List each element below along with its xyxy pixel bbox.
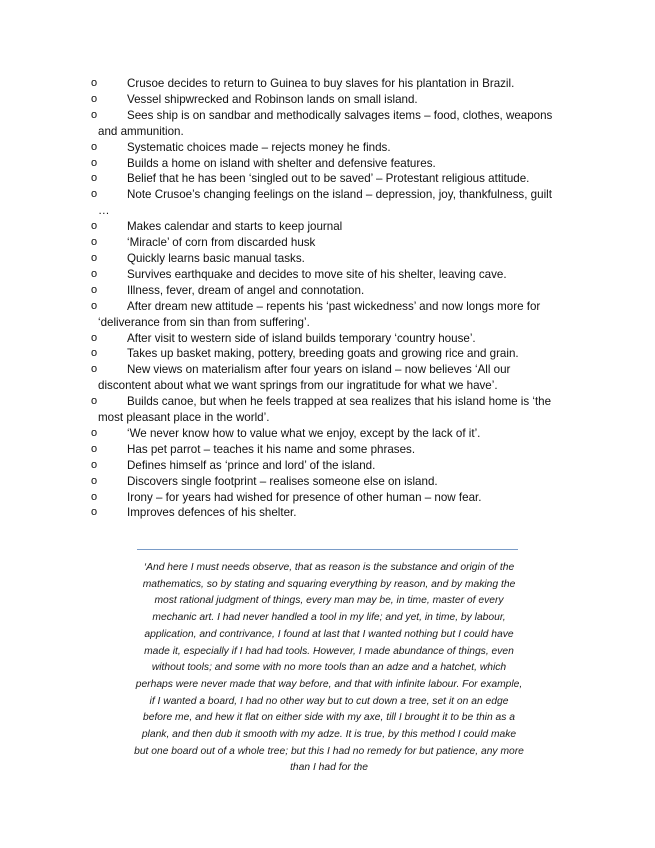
list-item-text: New views on materialism after four years on island – now believes ‘All our discontent about what we want springs from our ingratitude for what we have’. bbox=[98, 363, 511, 393]
list-item bbox=[91, 474, 560, 490]
list-item-text: Builds a home on island with shelter and defensive features. bbox=[127, 156, 436, 170]
bullet-marker-icon: o bbox=[91, 331, 98, 344]
list-item bbox=[91, 140, 560, 156]
list-item bbox=[91, 219, 560, 235]
list-item-text: After dream new attitude – repents his ‘past wickedness’ and now longs more for ‘deliverance from sin than from suffering’. bbox=[98, 299, 541, 329]
list-item-text: ‘We never know how to value what we enjoy, except by the lack of it’. bbox=[127, 426, 481, 440]
list-item-text: Quickly learns basic manual tasks. bbox=[127, 251, 305, 265]
bullet-marker-icon: o bbox=[91, 92, 98, 105]
bullet-marker-icon: o bbox=[91, 156, 98, 169]
list-item bbox=[91, 187, 560, 219]
list-item bbox=[91, 394, 560, 426]
bullet-marker-icon: o bbox=[91, 474, 98, 487]
bullet-marker-icon: o bbox=[91, 283, 98, 296]
bullet-marker-icon: o bbox=[91, 458, 98, 471]
bullet-marker-icon: o bbox=[91, 140, 98, 153]
list-item-text: Systematic choices made – rejects money he finds. bbox=[127, 140, 391, 154]
list-item bbox=[91, 458, 560, 474]
list-item bbox=[91, 235, 560, 251]
list-item-text: ‘Miracle’ of corn from discarded husk bbox=[127, 236, 316, 250]
list-item-text: Discovers single footprint – realises someone else on island. bbox=[127, 474, 438, 488]
list-item bbox=[91, 299, 560, 331]
bullet-list bbox=[91, 76, 560, 521]
list-item bbox=[91, 426, 560, 442]
list-item-text: Survives earthquake and decides to move site of his shelter, leaving cave. bbox=[127, 267, 507, 281]
bullet-marker-icon: o bbox=[91, 347, 98, 360]
list-item-text: Has pet parrot – teaches it his name and some phrases. bbox=[127, 442, 416, 456]
list-item-text: Sees ship is on sandbar and methodically salvages items – food, clothes, weapons and ammunition. bbox=[98, 108, 553, 138]
list-item bbox=[91, 171, 560, 187]
list-item-text: Belief that he has been ‘singled out to be saved’ – Protestant religious attitude. bbox=[127, 172, 530, 186]
list-item-text: Vessel shipwrecked and Robinson lands on small island. bbox=[127, 92, 418, 106]
list-item-text: Defines himself as ‘prince and lord’ of the island. bbox=[127, 458, 376, 472]
bullet-marker-icon: o bbox=[91, 236, 98, 249]
list-item bbox=[91, 505, 560, 521]
list-item-text: Irony – for years had wished for presence of other human – now fear. bbox=[127, 490, 482, 504]
quote-divider bbox=[137, 549, 518, 550]
list-item bbox=[91, 156, 560, 172]
bullet-marker-icon: o bbox=[91, 188, 98, 201]
list-item bbox=[91, 346, 560, 362]
bullet-marker-icon: o bbox=[91, 490, 98, 503]
list-item-text: Improves defences of his shelter. bbox=[127, 506, 297, 520]
quote-block: ‘And here I must needs observe, that as reason is the substance and origin of the mathematics, so by stating and squaring everything by reason, and by making the most rational judgment of things, every man may be, in time, master of every mechanic art. I had never handled a tool in my life; and yet, in time, by labour, application, and contrivance, I found at last that I wanted nothing but I could have made it, especially if I had had tools. However, I made abundance of things, even without tools; and some with no more tools than an adze and a hatchet, which perhaps were never made that way before, and that with infinite labour. For example, if I wanted a board, I had no other way but to cut down a tree, set it on an edge before me, and hew it flat on either side with my axe, till I brought it to be thin as a plank, and then dub it smooth with my adze. It is true, by this method I could make but one board out of a whole tree; but this I had no remedy for but patience, any more than I had for the bbox=[134, 562, 524, 774]
bullet-marker-icon: o bbox=[91, 108, 98, 121]
bullet-marker-icon: o bbox=[91, 77, 98, 89]
list-item bbox=[91, 251, 560, 267]
list-item-text: Builds canoe, but when he feels trapped at sea realizes that his island home is ‘the most pleasant place in the world’. bbox=[98, 395, 552, 425]
bullet-marker-icon: o bbox=[91, 395, 98, 408]
list-item bbox=[91, 283, 560, 299]
list-item bbox=[91, 362, 560, 394]
bullet-marker-icon: o bbox=[91, 442, 98, 455]
bullet-marker-icon: o bbox=[91, 426, 98, 439]
list-item-text: Illness, fever, dream of angel and connotation. bbox=[127, 283, 365, 297]
list-item bbox=[91, 108, 560, 140]
list-item bbox=[91, 331, 560, 347]
bullet-marker-icon: o bbox=[91, 172, 98, 185]
bullet-marker-icon: o bbox=[91, 363, 98, 376]
list-item-text: Crusoe decides to return to Guinea to buy slaves for his plantation in Brazil. bbox=[127, 77, 515, 90]
list-item bbox=[91, 92, 560, 108]
list-item-text: Takes up basket making, pottery, breeding goats and growing rice and grain. bbox=[127, 347, 519, 361]
list-item bbox=[91, 490, 560, 506]
list-item-text: Makes calendar and starts to keep journal bbox=[127, 220, 343, 234]
bullet-marker-icon: o bbox=[91, 220, 98, 233]
list-item bbox=[91, 267, 560, 283]
bullet-marker-icon: o bbox=[91, 267, 98, 280]
list-item-text: After visit to western side of island builds temporary ‘country house’. bbox=[127, 331, 476, 345]
list-item bbox=[91, 76, 560, 92]
list-item-text: Note Crusoe’s changing feelings on the island – depression, joy, thankfulness, guilt … bbox=[98, 188, 552, 218]
bullet-marker-icon: o bbox=[91, 251, 98, 264]
list-item bbox=[91, 442, 560, 458]
bullet-marker-icon: o bbox=[91, 299, 98, 312]
bullet-marker-icon: o bbox=[91, 506, 98, 519]
